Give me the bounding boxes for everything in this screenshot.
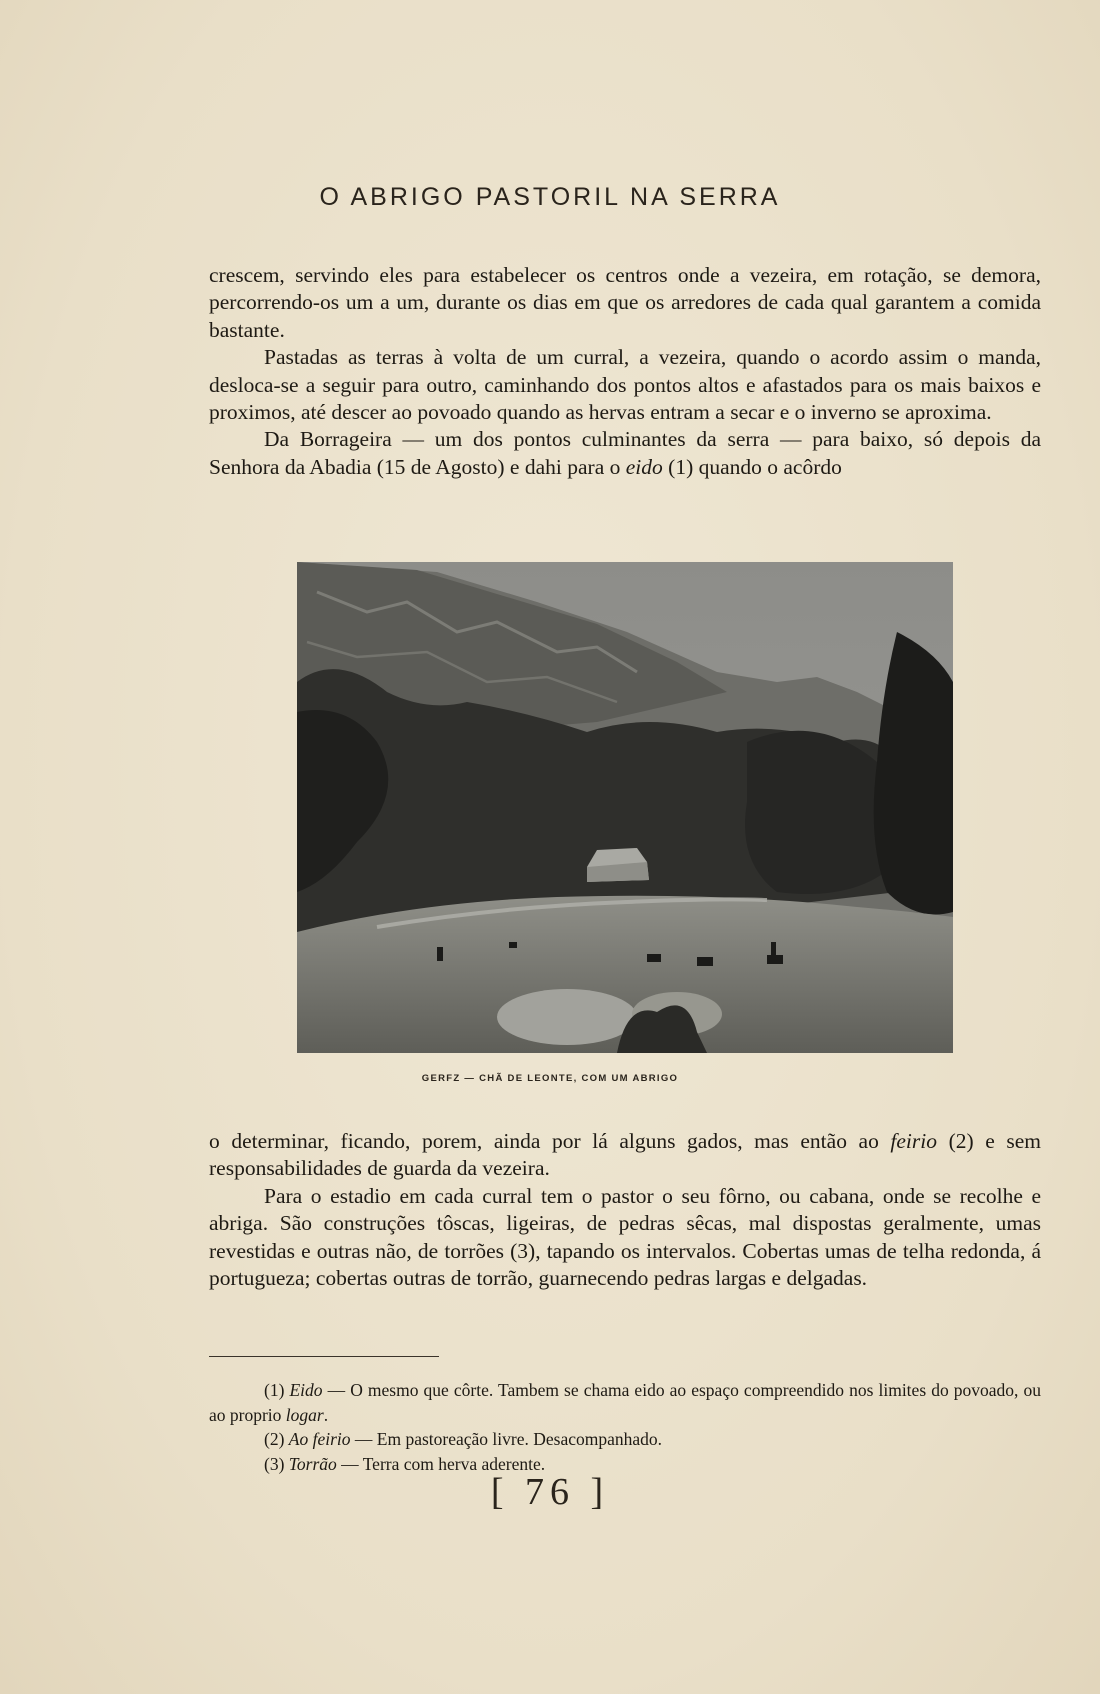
text-run: Para o estadio em cada curral tem o pastor o seu fôrno, ou cabana, onde se recolhe e abriga. São construções tôscas, ligeiras, de pedras sêcas, mal dispostas geralmente, umas revestidas e outras não, de torrões (3), tapando os intervalos. Cobertas umas de telha redonda, á portugueza; cobertas outras de torrão, guarnecendo pedras largas e delgadas. xyxy=(209,1183,1041,1291)
footnotes xyxy=(209,1378,1041,1476)
text-run: Da Borrageira — um dos pontos culminantes da serra — para baixo, só depois da Senhora da Abadia (15 de Agosto) e dahi para o xyxy=(209,427,1041,479)
text-run: (3) xyxy=(264,1453,289,1474)
footnote xyxy=(209,1378,1041,1427)
text-run: — Terra com herva aderente. xyxy=(336,1453,546,1474)
text-run: (1) xyxy=(264,1380,290,1400)
running-head: O ABRIGO PASTORIL NA SERRA xyxy=(319,183,781,211)
text-run: (1) quando o acôrdo xyxy=(662,454,842,479)
italic-text: Torrão xyxy=(288,1453,337,1474)
italic-text: Eido xyxy=(289,1380,323,1400)
footnote xyxy=(209,1427,1041,1452)
text-run: . xyxy=(323,1404,329,1425)
paragraph xyxy=(209,344,1041,426)
paragraph xyxy=(209,1128,1041,1183)
italic-text: eido xyxy=(625,454,663,479)
figure-caption: GERFZ — CHÃ DE LEONTE, COM UM ABRIGO xyxy=(421,1073,679,1084)
text-run: — O mesmo que côrte. Tambem se chama eido ao espaço compreendido nos limites do povoado, ou ao proprio xyxy=(209,1380,1041,1425)
text-run: (2) e sem responsabilidades de guarda da vezeira. xyxy=(209,1129,1041,1181)
italic-text: logar xyxy=(285,1404,324,1425)
body-text-bottom xyxy=(209,1128,1041,1292)
text-run: — Em pastoreação livre. Desacompanhado. xyxy=(350,1429,662,1449)
italic-text: Ao feirio xyxy=(288,1429,351,1449)
paragraph xyxy=(209,1183,1041,1293)
text-run: Pastadas as terras à volta de um curral, a vezeira, quando o acordo assim o manda, desloca-se a seguir para outro, caminhando dos pontos altos e afastados para os mais baixos e proximos, até descer ao povoado quando as hervas entram a secar e o inverno se aproxima. xyxy=(209,345,1041,425)
body-text-top xyxy=(209,262,1041,481)
paragraph xyxy=(209,262,1041,344)
footnote-rule xyxy=(209,1356,439,1357)
landscape-photograph xyxy=(297,562,953,1053)
photo-illustration xyxy=(297,562,953,1053)
italic-text: feirio xyxy=(890,1129,937,1153)
page-number: [ 76 ] xyxy=(490,1471,610,1513)
paragraph xyxy=(209,426,1041,481)
text-run: crescem, servindo eles para estabelecer os centros onde a vezeira, em rotação, se demora, percorrendo-os um a um, durante os dias em que os arredores de cada qual garantem a comida bastante. xyxy=(209,263,1041,342)
text-run: (2) xyxy=(264,1429,289,1449)
text-run: o determinar, ficando, porem, ainda por lá alguns gados, mas então ao xyxy=(209,1129,891,1153)
